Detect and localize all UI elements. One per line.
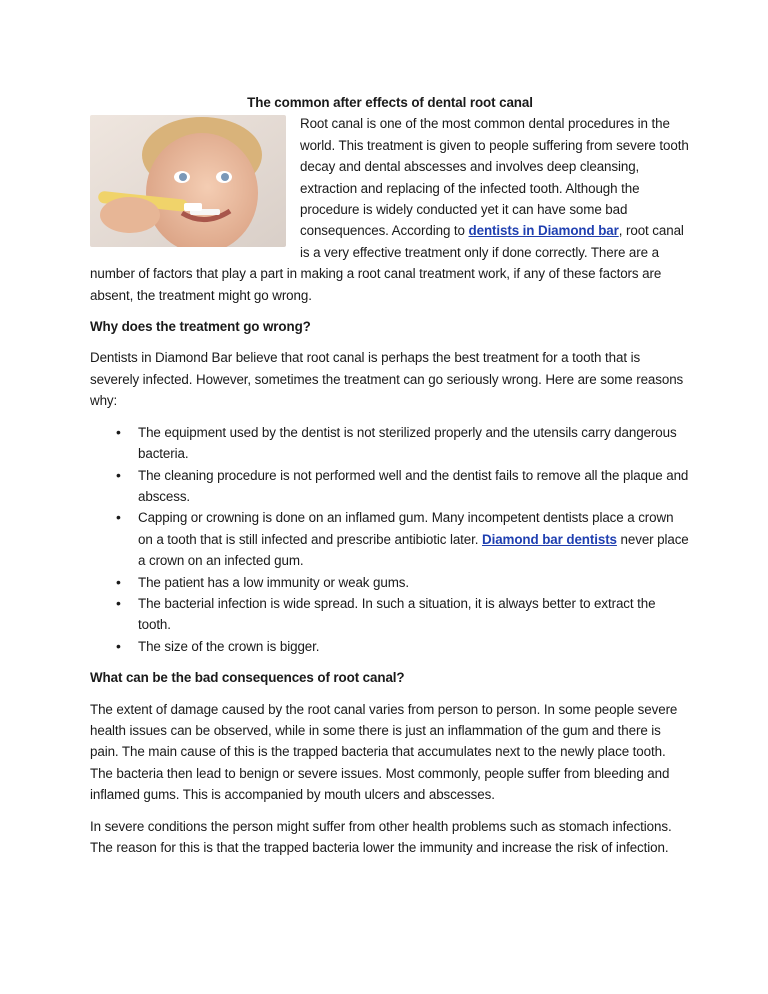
- list-item: • The bacterial infection is wide spread. In such a situation, it is always better to extract the tooth.: [138, 593, 690, 636]
- section-heading-why-wrong: Why does the treatment go wrong?: [90, 319, 311, 335]
- section1-paragraph: Dentists in Diamond Bar believe that root canal is perhaps the best treatment for a tooth that is severely infected. However, sometimes the treatment can go seriously wrong. Here are some reasons why:: [90, 350, 684, 409]
- dentists-in-diamond-bar-link[interactable]: dentists in Diamond bar: [468, 223, 619, 239]
- list-item: • The size of the crown is bigger.: [138, 636, 690, 657]
- intro-text-after-link: , root canal is a very effective treatment only if done correctly. There are a number of factors that play a part in making a root canal treatment work, if any of these factors are absent, the treatment might go wrong.: [90, 223, 684, 303]
- diamond-bar-dentists-link[interactable]: Diamond bar dentists: [482, 531, 617, 547]
- bullet3-text-before-link: Capping or crowning is done on an inflamed gum. Many incompetent dentists place a crown on a tooth that is still infected and prescribe antibiotic later.: [138, 510, 674, 547]
- list-item: • The equipment used by the dentist is not sterilized properly and the utensils carry dangerous bacteria.: [138, 422, 690, 465]
- list-item: [138, 507, 690, 571]
- section2-paragraph-2: In severe conditions the person might suffer from other health problems such as stomach infections. The reason for this is that the trapped bacteria lower the immunity and increase the risk of infection.: [90, 818, 672, 855]
- section2-paragraph-1: The extent of damage caused by the root canal varies from person to person. In some people severe health issues can be observed, while in some there is just an inflammation of the gum and there is pain. The main cause of this is the trapped bacteria that accumulates next to the newly place tooth. The bacteria then lead to benign or severe issues. Most commonly, people suffer from bleeding and inflamed gums. This is accompanied by mouth ulcers and abscesses.: [90, 701, 678, 803]
- reasons-list: [90, 422, 690, 657]
- document-content: [90, 92, 690, 868]
- bullet3-text-after-link: never place a crown on an infected gum.: [138, 531, 689, 569]
- section-heading-bad-consequences: What can be the bad consequences of root canal?: [90, 670, 405, 686]
- list-item: • The patient has a low immunity or weak gums.: [138, 572, 690, 593]
- intro-text-before-link: Root canal is one of the most common dental procedures in the world. This treatment is given to people suffering from severe tooth decay and dental abscesses and involves deep cleansing, extraction and replacing of the infected tooth. Although the procedure is widely conducted yet it can have some bad consequences. According to: [300, 116, 689, 239]
- list-item: • The cleaning procedure is not performed well and the dentist fails to remove all the plaque and abscess.: [138, 465, 690, 508]
- child-brushing-teeth-photo: [90, 115, 286, 247]
- document-title: The common after effects of dental root canal: [247, 95, 533, 110]
- intro-section: [90, 113, 690, 306]
